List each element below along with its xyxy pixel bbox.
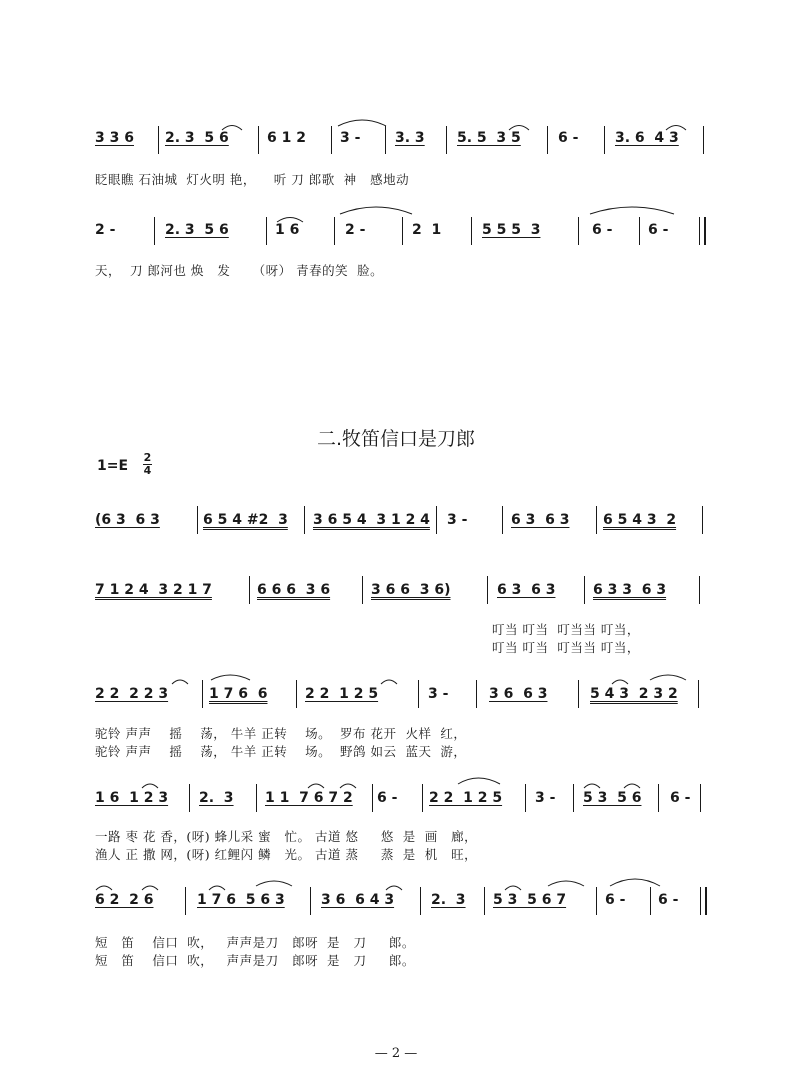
page-number: — 2 — bbox=[374, 1046, 418, 1061]
measure: 2. 3 bbox=[199, 790, 234, 806]
lyrics-line: 短 笛 信口 吹， 声声是刀 郎呀 是 刀 郎。 bbox=[95, 935, 415, 950]
measure: 6 - bbox=[558, 130, 579, 146]
measure: 1 6 bbox=[275, 222, 300, 238]
measure: 6 5 4 #2 3 bbox=[203, 512, 288, 528]
measure: 2 2 2 2 3 bbox=[95, 686, 169, 702]
measure: 6 6 6 3 6 bbox=[257, 582, 331, 598]
final-barline bbox=[700, 887, 707, 915]
lyrics-line: 叮当 叮当 叮当当 叮当， bbox=[492, 640, 640, 655]
barline bbox=[471, 217, 472, 245]
final-barline bbox=[699, 217, 706, 245]
barline bbox=[596, 506, 597, 534]
barline bbox=[578, 217, 579, 245]
barline bbox=[202, 680, 203, 708]
barline bbox=[525, 784, 526, 812]
staff-system bbox=[95, 222, 705, 246]
barline bbox=[422, 784, 423, 812]
barline bbox=[700, 784, 701, 812]
measure: 6 3 3 6 3 bbox=[593, 582, 667, 598]
barline bbox=[189, 784, 190, 812]
measure: 3 3 6 bbox=[95, 130, 134, 146]
measure: 5 3 5 6 7 bbox=[493, 892, 567, 908]
measure: 6 5 4 3 2 bbox=[603, 512, 677, 528]
barline bbox=[476, 680, 477, 708]
measure: 7 1 2 4 3 2 1 7 bbox=[95, 582, 212, 598]
measure: 6 1 2 bbox=[267, 130, 306, 146]
barline bbox=[266, 217, 267, 245]
time-bottom: 4 bbox=[143, 464, 152, 477]
measure: 6 3 6 3 bbox=[497, 582, 556, 598]
lyrics-line: 驼铃 声声 摇 荡， 牛羊 正转 场。 罗布 花开 火样 红， bbox=[95, 726, 467, 741]
measure: 5 5 5 3 bbox=[482, 222, 541, 238]
measure: 3 6 6 4 3 bbox=[321, 892, 395, 908]
measure: 2. 3 5 6 bbox=[165, 130, 229, 146]
barline bbox=[197, 506, 198, 534]
measure: 2 2 1 2 5 bbox=[305, 686, 379, 702]
measure: 1 7 6 5 6 3 bbox=[197, 892, 285, 908]
measure: 3 6 5 4 3 1 2 4 bbox=[313, 512, 430, 528]
barline bbox=[573, 784, 574, 812]
barline bbox=[310, 887, 311, 915]
measure: 2 - bbox=[95, 222, 116, 238]
measure: 6 - bbox=[658, 892, 679, 908]
barline bbox=[334, 217, 335, 245]
barline bbox=[418, 680, 419, 708]
time-top: 2 bbox=[143, 451, 152, 464]
measure: 6 2 2 6 bbox=[95, 892, 154, 908]
barline bbox=[256, 784, 257, 812]
measure: 3 6 6 3 6) bbox=[371, 582, 451, 598]
measure: (6 3 6 3 bbox=[95, 512, 160, 528]
staff-system bbox=[95, 512, 705, 536]
measure: 6 - bbox=[670, 790, 691, 806]
barline bbox=[304, 506, 305, 534]
measure: 5. 5 3 5 bbox=[457, 130, 521, 146]
measure: 3 - bbox=[340, 130, 361, 146]
barline bbox=[362, 576, 363, 604]
barline bbox=[639, 217, 640, 245]
lyrics-line: 一路 枣 花 香，(呀) 蜂儿采 蜜 忙。 古道 悠 悠 是 画 廊， bbox=[95, 829, 478, 844]
measure: 2. 3 bbox=[431, 892, 466, 908]
barline bbox=[372, 784, 373, 812]
barline bbox=[502, 506, 503, 534]
measure: 3 6 6 3 bbox=[489, 686, 548, 702]
barline bbox=[699, 576, 700, 604]
barline bbox=[402, 217, 403, 245]
lyrics-line: 短 笛 信口 吹， 声声是刀 郎呀 是 刀 郎。 bbox=[95, 953, 415, 968]
barline bbox=[658, 784, 659, 812]
measure: 1 1 7 6 7 2 bbox=[265, 790, 353, 806]
measure: 5 4 3 2 3 2 bbox=[590, 686, 678, 702]
measure: 2 1 bbox=[412, 222, 442, 238]
measure: 3 - bbox=[428, 686, 449, 702]
staff-system bbox=[95, 892, 705, 916]
measure: 6 3 6 3 bbox=[511, 512, 570, 528]
lyrics-line: 驼铃 声声 摇 荡， 牛羊 正转 场。 野鸽 如云 蓝天 游， bbox=[95, 744, 467, 759]
key-signature: 1=E bbox=[97, 458, 129, 474]
measure: 6 - bbox=[605, 892, 626, 908]
measure: 2. 3 5 6 bbox=[165, 222, 229, 238]
barline bbox=[578, 680, 579, 708]
barline bbox=[484, 887, 485, 915]
barline bbox=[436, 506, 437, 534]
measure: 1 6 1 2 3 bbox=[95, 790, 169, 806]
staff-system bbox=[95, 582, 705, 606]
barline bbox=[296, 680, 297, 708]
measure: 3 - bbox=[535, 790, 556, 806]
barline bbox=[487, 576, 488, 604]
measure: 5 3 5 6 bbox=[583, 790, 642, 806]
measure: 6 - bbox=[592, 222, 613, 238]
measure: 3. 3 bbox=[395, 130, 425, 146]
measure: 2 2 1 2 5 bbox=[429, 790, 503, 806]
barline bbox=[596, 887, 597, 915]
staff-system bbox=[95, 686, 705, 710]
staff-system bbox=[95, 790, 705, 814]
time-signature bbox=[143, 452, 152, 477]
measure: 2 - bbox=[345, 222, 366, 238]
barline bbox=[249, 576, 250, 604]
measure: 6 - bbox=[648, 222, 669, 238]
lyrics-line: 天， 刀 郎河也 焕 发 （呀） 青春的笑 脸。 bbox=[95, 263, 384, 278]
barline bbox=[154, 217, 155, 245]
measure: 6 - bbox=[377, 790, 398, 806]
lyrics-line: 叮当 叮当 叮当当 叮当， bbox=[492, 622, 640, 637]
barline bbox=[185, 887, 186, 915]
barline bbox=[702, 506, 703, 534]
measure: 1 7 6 6 bbox=[209, 686, 268, 702]
measure: 3. 6 4 3 bbox=[615, 130, 679, 146]
barline bbox=[420, 887, 421, 915]
lyrics-line: 渔人 正 撒 网，(呀) 红鲤闪 鳞 光。 古道 蒸 蒸 是 机 旺， bbox=[95, 847, 478, 862]
song-title: 二.牧笛信口是刀郎 bbox=[316, 428, 476, 450]
lyrics-line: 眨眼瞧 石油城 灯火明 艳， 听 刀 郎歌 神 感地动 bbox=[95, 172, 410, 187]
barline bbox=[584, 576, 585, 604]
barline bbox=[650, 887, 651, 915]
barline bbox=[698, 680, 699, 708]
measure: 3 - bbox=[447, 512, 468, 528]
